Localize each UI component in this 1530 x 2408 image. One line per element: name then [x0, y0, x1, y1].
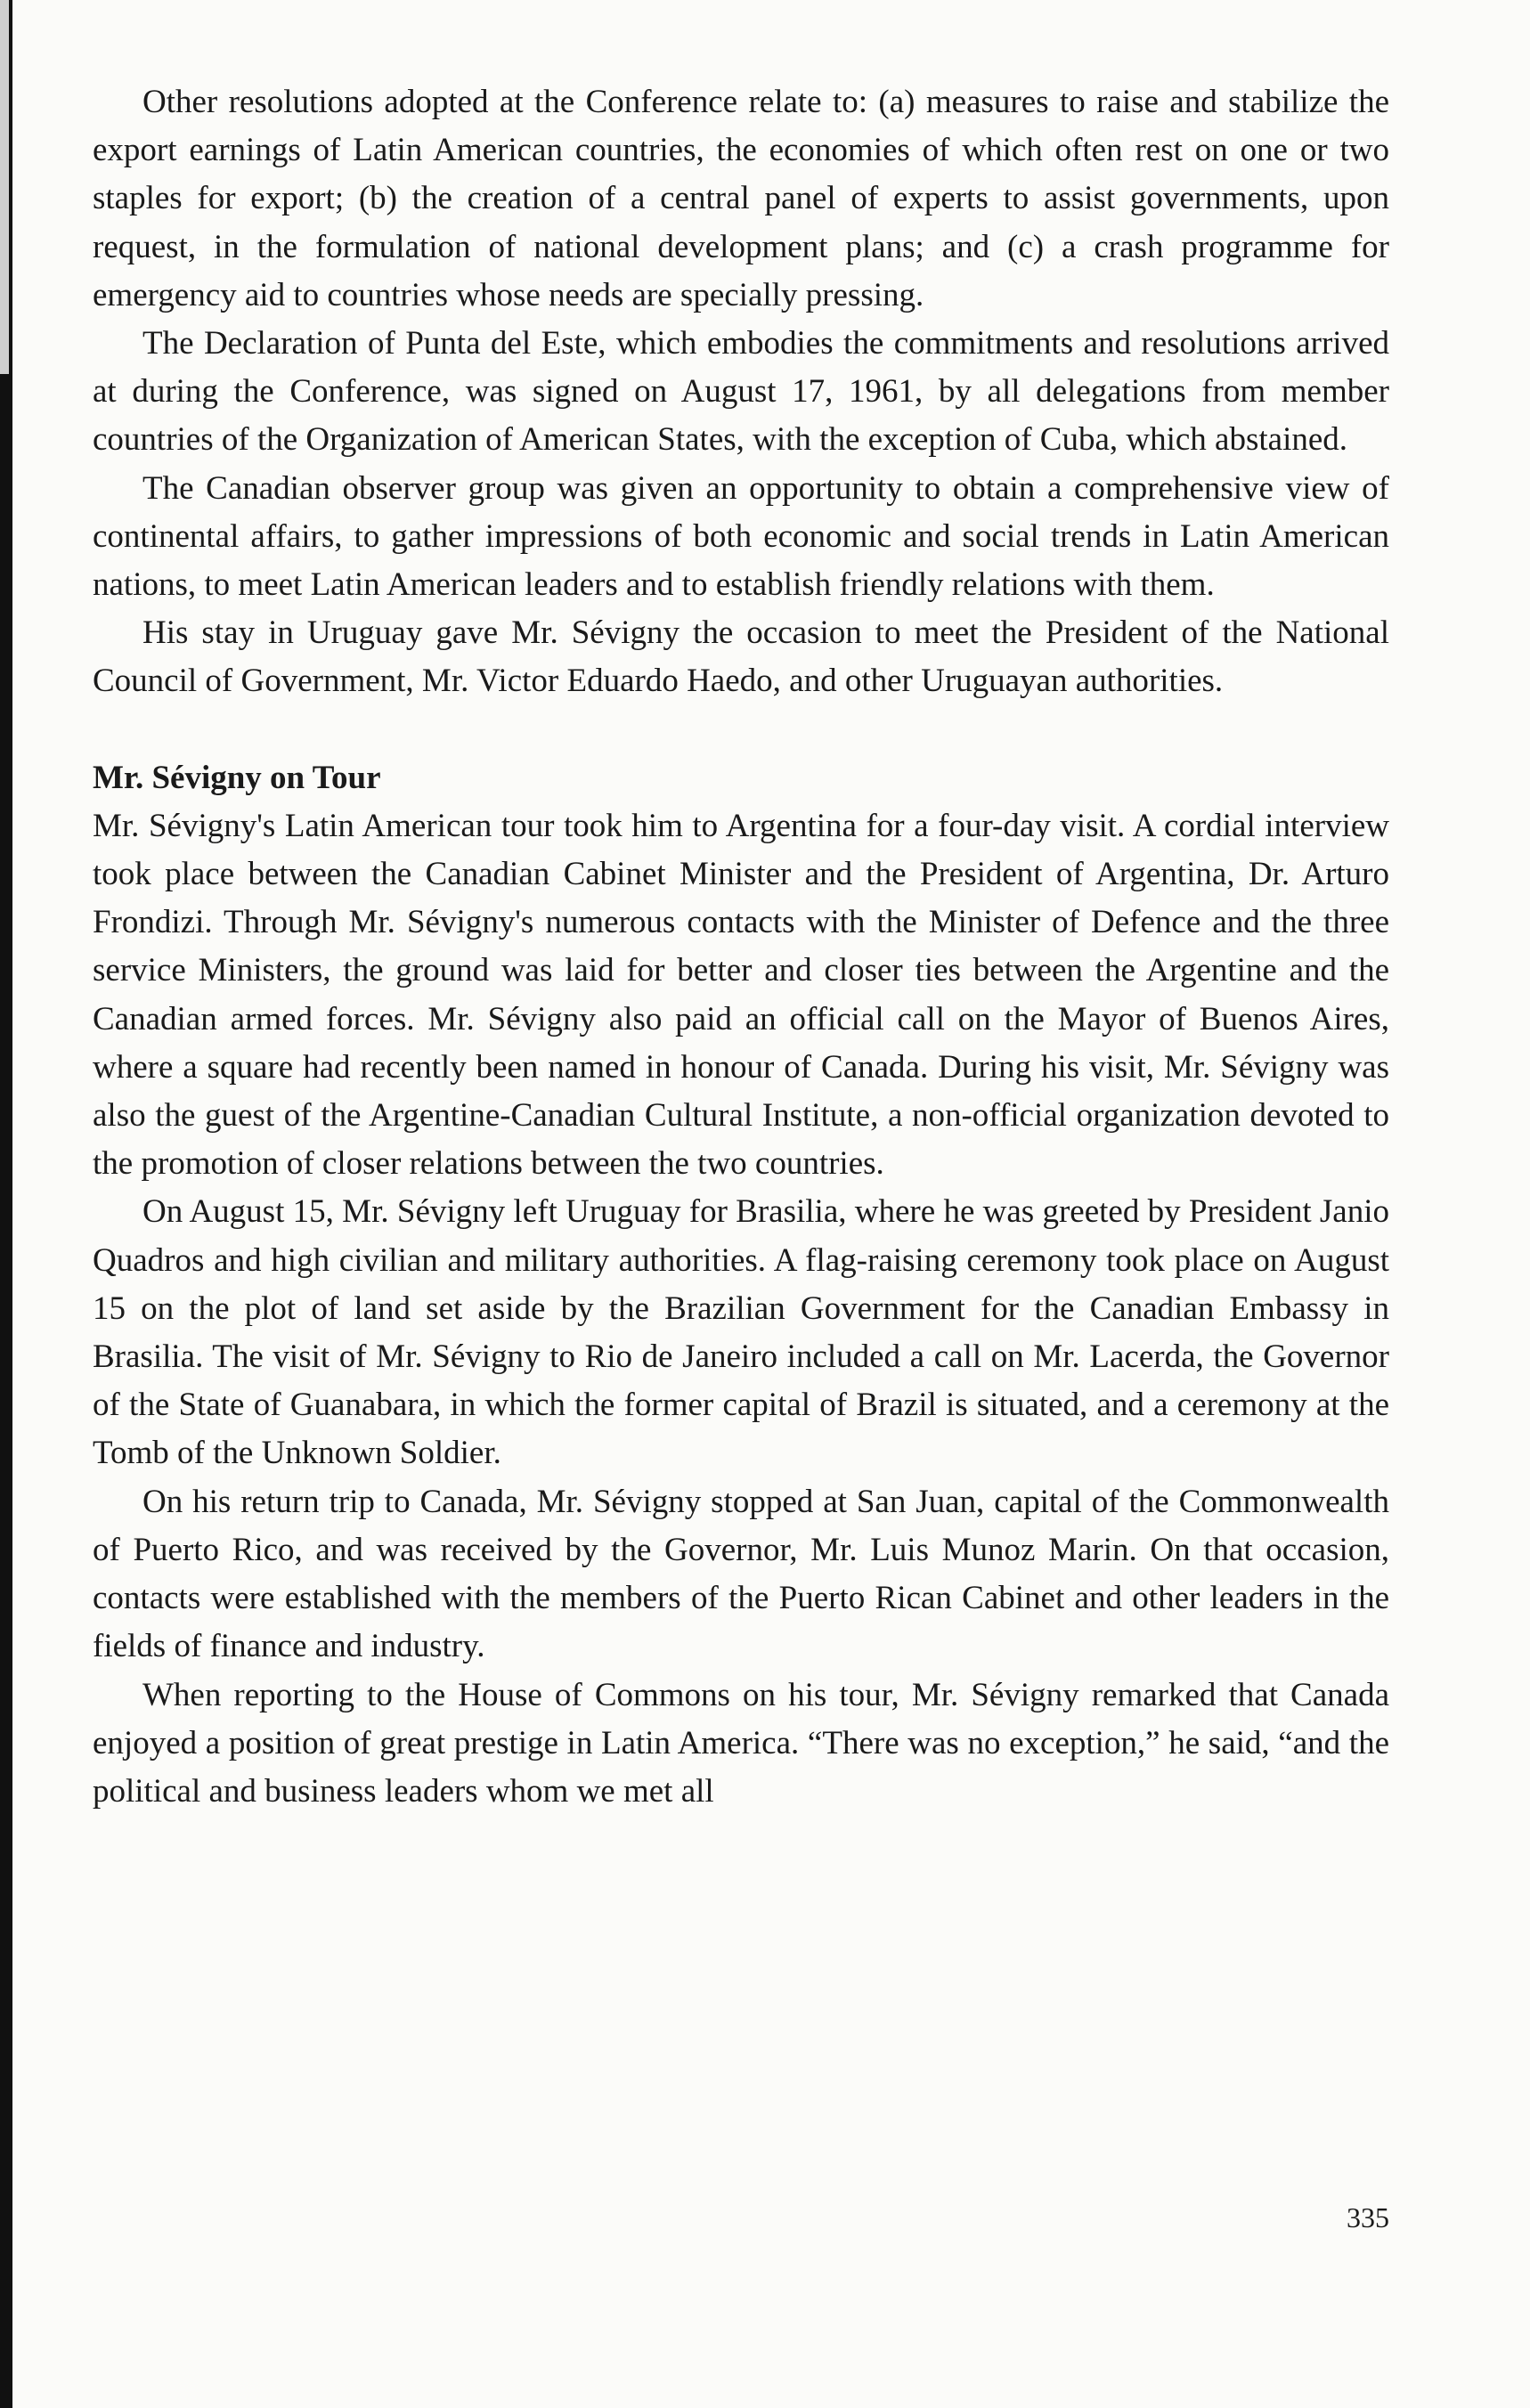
paragraph-observer-group: The Canadian observer group was given an opportunity to obtain a comprehensive view of continental affairs, to gather impressions of both economic and social trends in Latin American nations, to meet Latin American leaders and to establish friendly relations with them. — [93, 469, 1389, 604]
section-heading: Mr. Sévigny on Tour — [93, 759, 381, 796]
binding-edge-highlight — [0, 0, 9, 374]
paragraph-puerto-rico: On his return trip to Canada, Mr. Sévigny stopped at San Juan, capital of the Commonwealth of Puerto Rico, and was received by the Governor, Mr. Luis Munoz Marin. On that occasion, contacts were established with the members of the Puerto Rican Cabinet and other leaders in the fields of finance and industry. — [93, 1483, 1389, 1665]
paragraph-house-of-commons: When reporting to the House of Commons on his tour, Mr. Sévigny remarked that Canada enjoyed a position of great prestige in Latin America. “There was no exception,” he said, “and the political and business leaders whom we met all — [93, 1676, 1389, 1810]
page-body — [93, 78, 1389, 1816]
paragraph-uruguay-stay: His stay in Uruguay gave Mr. Sévigny the occasion to meet the President of the National Council of Government, Mr. Victor Eduardo Haedo, and other Uruguayan authorities. — [93, 614, 1389, 700]
paragraph-argentina: Mr. Sévigny's Latin American tour took him to Argentina for a four-day visit. A cordial interview took place between the Canadian Cabinet Minister and the President of Argentina, Dr. Arturo Frondizi. Through Mr. Sévigny's numerous contacts with the Minister of Defence and the three service Ministers, the ground was laid for better and closer ties between the Argentine and the Canadian armed forces. Mr. Sévigny also paid an official call on the Mayor of Buenos Aires, where a square had recently been named in honour of Canada. During his visit, Mr. Sévigny was also the guest of the Argentine-Canadian Cultural Institute, a non-official organization devoted to the promotion of closer relations between the two countries. — [93, 807, 1389, 1183]
paragraph-declaration: The Declaration of Punta del Este, which embodies the commitments and resolutions arrived at during the Conference, was signed on August 17, 1961, by all delegations from member countries of the Organization of American States, with the exception of Cuba, which abstained. — [93, 325, 1389, 459]
paragraph-brasilia: On August 15, Mr. Sévigny left Uruguay for Brasilia, where he was greeted by President Janio Quadros and high civilian and military authorities. A flag-raising ceremony took place on August 15 on the plot of land set aside by the Brazilian Government for the Canadian Embassy in Brasilia. The visit of Mr. Sévigny to Rio de Janeiro included a call on Mr. Lacerda, the Governor of the State of Guanabara, in which the former capital of Brazil is situated, and a ceremony at the Tomb of the Unknown Soldier. — [93, 1193, 1389, 1472]
paragraph-resolutions: Other resolutions adopted at the Conference relate to: (a) measures to raise and stabilize the export earnings of Latin American countries, the economies of which often rest on one or two staples for export; (b) the creation of a central panel of experts to assist governments, upon request, in the formulation of national development plans; and (c) a crash programme for emergency aid to countries whose needs are specially pressing. — [93, 84, 1389, 313]
page-number: 335 — [1347, 2201, 1389, 2233]
section-gap — [93, 706, 1389, 754]
